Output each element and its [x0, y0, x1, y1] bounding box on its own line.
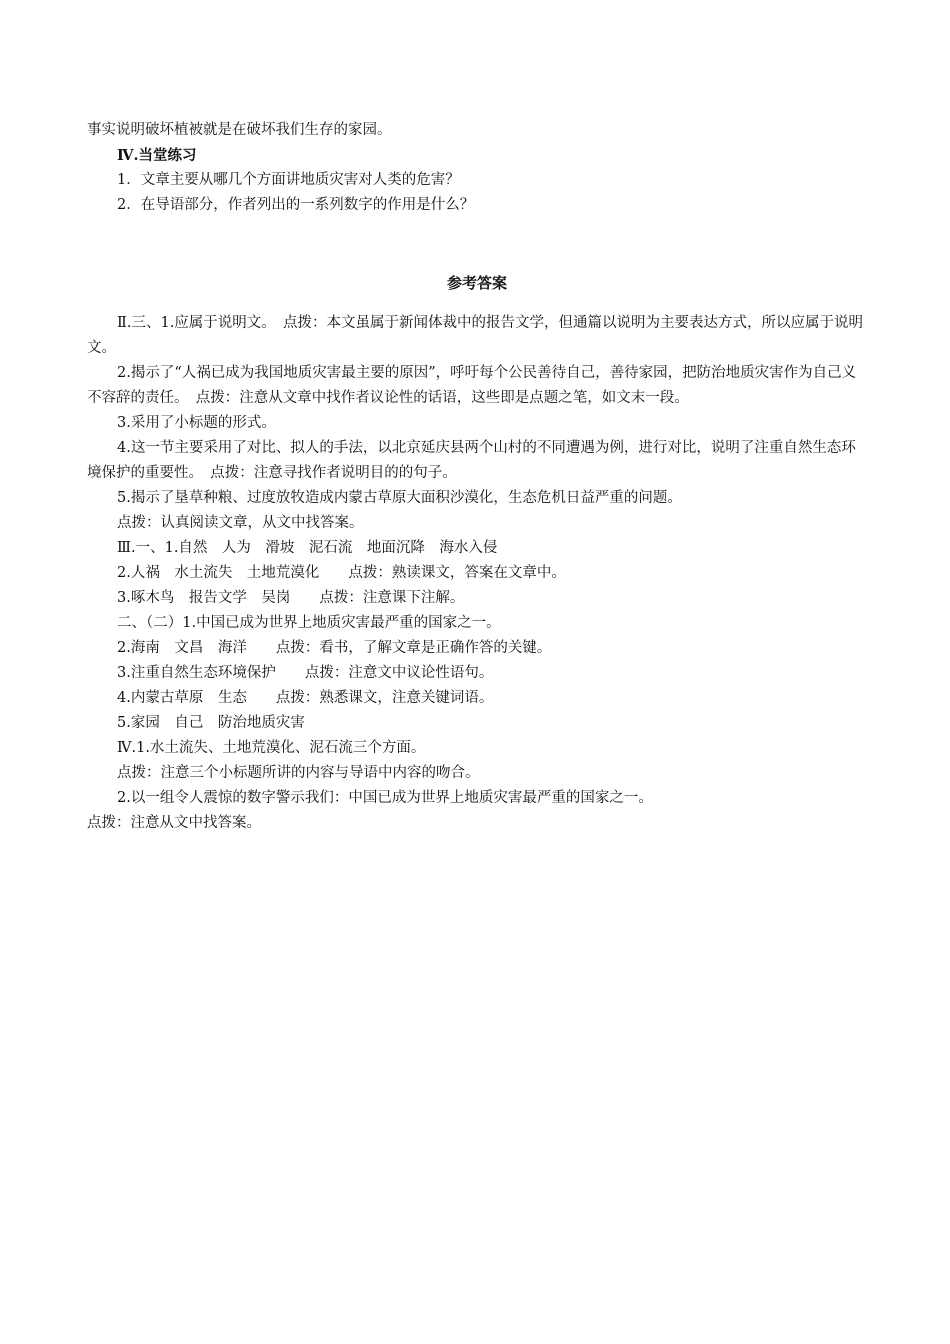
- answer-line: 3.采用了小标题的形式。: [117, 415, 276, 431]
- answer-line: 点拨：注意三个小标题所讲的内容与导语中内容的吻合。: [117, 765, 480, 781]
- answer-line: 2.海南 文昌 海洋 点拨：看书，了解文章是正确作答的关键。: [117, 640, 552, 656]
- section-heading: Ⅳ.当堂练习: [117, 147, 197, 164]
- answer-line: 2.人祸 水土流失 土地荒漠化 点拨：熟读课文，答案在文章中。: [117, 565, 566, 581]
- answers-title: 参考答案: [446, 274, 507, 292]
- answer-line: Ⅱ.三、1.应属于说明文。 点拨：本文虽属于新闻体裁中的报告文学，但通篇以说明为主要表达方式，所以应属于说明文。: [87, 315, 864, 356]
- answer-line: 3.注重自然生态环境保护 点拨：注意文中议论性语句。: [117, 665, 494, 681]
- answer-line: 3.啄木鸟 报告文学 吴岗 点拨：注意课下注解。: [117, 590, 465, 606]
- answer-line: Ⅳ.1.水土流失、土地荒漠化、泥石流三个方面。: [117, 740, 426, 756]
- answer-line: 2.揭示了“人祸已成为我国地质灾害最主要的原因”，呼吁每个公民善待自己，善待家园，把防治地质灾害作为自己义不容辞的责任。 点拨：注意从文章中找作者议论性的话语，这些即是点题之笔，如文末一段。: [87, 365, 857, 406]
- question-1: 1．文章主要从哪几个方面讲地质灾害对人类的危害？: [117, 172, 460, 188]
- question-2: 2．在导语部分，作者列出的一系列数字的作用是什么？: [117, 197, 475, 213]
- answer-line: 4.内蒙古草原 生态 点拨：熟悉课文，注意关键词语。: [117, 690, 494, 706]
- intro-line: 事实说明破坏植被就是在破坏我们生存的家园。: [87, 122, 392, 138]
- answer-line: 5.揭示了垦草种粮、过度放牧造成内蒙古草原大面积沙漠化，生态危机日益严重的问题。: [117, 490, 682, 506]
- answer-line: 2.以一组令人震惊的数字警示我们：中国已成为世界上地质灾害最严重的国家之一。: [117, 790, 653, 806]
- answer-last-line: 点拨：注意从文中找答案。: [87, 815, 261, 831]
- answer-line: 二、（二）1.中国已成为世界上地质灾害最严重的国家之一。: [117, 615, 501, 631]
- answer-line: 点拨：认真阅读文章，从文中找答案。: [117, 515, 364, 531]
- document-content: [87, 118, 867, 836]
- answer-line: Ⅲ.一、1.自然 人为 滑坡 泥石流 地面沉降 海水入侵: [117, 540, 498, 556]
- answer-line: 5.家园 自己 防治地质灾害: [117, 715, 305, 731]
- answer-line: 4.这一节主要采用了对比、拟人的手法，以北京延庆县两个山村的不同遭遇为例，进行对比，说明了注重自然生态环境保护的重要性。 点拨：注意寻找作者说明目的的句子。: [87, 440, 856, 481]
